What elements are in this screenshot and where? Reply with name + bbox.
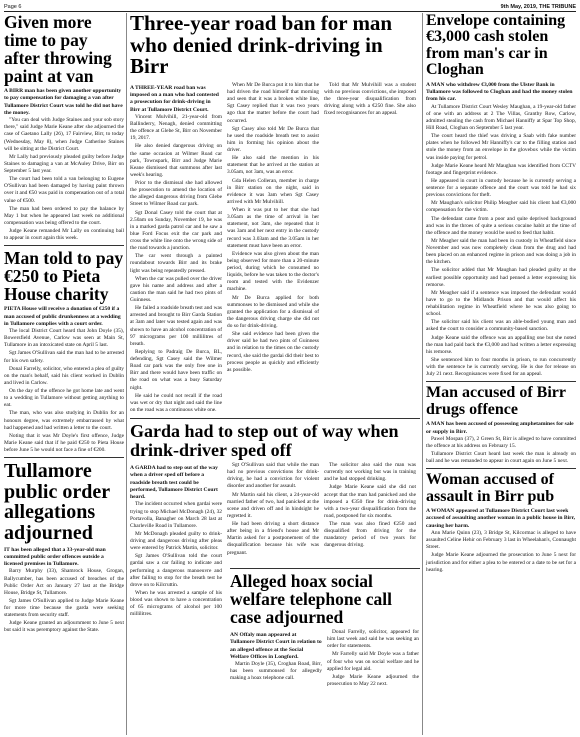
story-body	[426, 104, 576, 379]
story-public-order	[4, 461, 124, 634]
paragraph: Judge Keane said the offence was an appalling one but she noted the man had paid back the €3,000 and had written a letter expressing his remorse.	[426, 334, 576, 355]
paragraph: He failed a roadside breath test and was arrested and brought to Birr Garda Station at 3am and later was tested again and was shown to have an alcohol concentration of 97 micrograms per 100 millilitres of breath.	[130, 305, 222, 347]
paragraph: Mr Farrelly said Mr Doyle was a father of four who was on social welfare and he applied for legal aid.	[327, 651, 419, 672]
paragraph: Judge Keane remanded Mr Lally on continuing bail to appear in court again this week.	[4, 228, 124, 242]
paragraph: Barry Murphy (33), Shamrock House, Grogan, Ballycumber, has been accused of breaches of the Public Order Act on January 27 last at the Bridge House, Bridge St, Tullamore.	[4, 568, 124, 596]
paragraph: The defendant came from a poor and quite deprived background and was in the throes of quite a serious cocaine habit at the time of the offence and the money would be used to feed that habit.	[426, 215, 576, 236]
paragraph: Sgt Donal Casey told the court that at 2.50am on Sunday, November 19, he was in a marked garda patrol car and he saw a blue Ford Focus exit the car park and cross the white line onto the wrong side of the road towards a junction.	[130, 209, 222, 252]
paragraph: He also denied dangerous driving on the same occasion at Wilmer Road car park, Townspark, Birr and Judge Marie Keane dismissed that summons after last week's hearing.	[130, 143, 222, 178]
lead-paragraph: IT has been alleged that a 33-year-old man committed public order offences outside a licensed premises in Tullamore.	[4, 546, 106, 568]
paragraph: Told that Mr Mulvihill was a student with no previous convictions, she imposed the three-year disqualification from driving along with a €250 fine. She also fixed recognisances for an appeal.	[324, 81, 416, 117]
story-envelope-cash	[426, 13, 576, 378]
headline: Woman accused of assault in Birr pub	[426, 471, 555, 505]
main-story-area	[130, 13, 420, 418]
paragraph: Judge Marie Keane adjourned the prosecution to June 5 next for jurisdiction and for either a plea to be entered or a date to be set for a hearing.	[426, 552, 576, 573]
story-paint-van	[4, 13, 124, 242]
headline: Man told to pay €250 to Pieta House charity	[4, 248, 124, 305]
lead-paragraph: A THREE-YEAR road ban was imposed on a man who had contested a prosecution for drink-driving in Birr at Tullamore District Court.	[130, 84, 219, 113]
story-body	[4, 328, 124, 454]
paragraph: The court had been told a van belonging to Eugene O'Sullivan had been damaged by having paint thrown over it and €50 was paid in compensation out of a total value of €500.	[4, 176, 124, 204]
paragraph: Mr Meagher said the man had been in custody in Wheatfield since November and was now completely clean from the drug and had been placed on an enhanced regime in prison and was doing a job in the kitchen.	[426, 237, 576, 266]
paragraph: He said he could not recall if the road was wet or dry that night and said the line on the road was a continuous white one.	[130, 392, 222, 413]
paragraph: Donal Farrelly, solicitor, who entered a plea of guilty on the man's behalf, said his client worked in Dublin and lived in Carlow.	[4, 365, 124, 386]
left-column	[4, 13, 124, 735]
paragraph: Sgt James O'Sullivan told the court gardai saw a car failing to indicate and performing a dangerous manoeuvre and after failing to stop for the breath test he drove on to Kilcruttin.	[130, 553, 222, 588]
paragraph: When the car was pulled over the driver gave his name and address and after a caution the man said he had two pints of Guinness.	[130, 275, 222, 304]
paragraph: The solicitor said his client was an able-bodied young man and asked the court to consider a community-based sanction.	[426, 319, 576, 333]
headline: Envelope containing €3,000 cash stolen from man's car in Cloghan	[426, 12, 566, 79]
paragraph: When Mr De Burca put it to him that he had driven the road himself that morning and seen that it was a broken white line, Sgt Casey replied that it was two years ago that the matter before the court had occurred.	[227, 81, 319, 124]
lead-paragraph: A MAN who withdrew €3,000 from the Ulster Bank in Tullamore was followed to Cloghan and had the money stolen from his car.	[426, 81, 573, 103]
paragraph: The man, who was also studying in Dublin for an honours degree, was extremely embarrassed by what had happened and had written a letter to the court.	[4, 410, 124, 431]
paragraph: Judge Marie Keane said she did not accept that the man had panicked and she imposed a €350 fine for drink-driving with a two-year disqualification from the road, postponed for six months.	[324, 484, 416, 519]
paragraph: When it was put to her that she had 3.05am as the time of arrival in her statement, not 3am, she repeated that it was 3am and her next entry in the custody record was 3.03am and the 3.05am in her statement must have been an error.	[227, 207, 319, 249]
paragraph: Mr Lally had previously pleaded guilty before Judge Staines to damaging a van at McAuley Drive, Birr on September 5 last year.	[4, 153, 124, 174]
paragraph: The solicitor also said the man was currently not working but was in training and he had stopped drinking.	[324, 462, 416, 483]
paragraph: Ann Marie Quinn (23), 3 Bridge St, Kilcormac is alleged to have assaulted Celine Hehir on February 3 last in Wheelahan's, Connaught Street.	[426, 530, 576, 551]
story-body-col2	[227, 82, 319, 415]
paragraph: Sgt O'Sullivan said that while the man had no previous convictions for drink-driving, he had a conviction for violent disorder and another for assault.	[227, 462, 319, 490]
story-body-col2	[327, 629, 419, 689]
paragraph: Pawel Mospan (37), 2 Green St, Birr is alleged to have committed the offence at his address on February 15.	[426, 435, 576, 449]
story-body	[426, 530, 576, 574]
paragraph: He also said the mention in his statement that he arrived at the station at 3.05am, not 3am, was an error.	[227, 155, 319, 176]
paragraph: Tullamore District Court heard last week the man is already on bail and he was remanded to appear in court again on June 5 next.	[426, 451, 576, 465]
headline: Given more time to pay after throwing paint at van	[4, 12, 112, 87]
headline: Alleged hoax social welfare telephone call case adjourned	[230, 571, 392, 628]
paragraph: He had been driving a short distance after being in a friend's house and Mr Martin asked for a postponement of the disqualification because his wife was pregnant.	[227, 521, 319, 556]
paragraph: The incident occurred when gardai were trying to stop Michael McDonagh (24), 32 Portavolla, Banagher on March 28 last at Charleville Road in Tullamore.	[130, 501, 222, 529]
paragraph: Vincent Mulvihill, 21-year-old from Ballinderry, Nenagh, denied committing the offence at Glebe St, Birr on November 19, 2017.	[130, 113, 222, 142]
story-pieta-house	[4, 249, 124, 454]
paragraph: When he was arrested a sample of his blood was shown to have a concentration of 65 micrograms of alcohol per 100 millilitres.	[130, 589, 222, 618]
page-number: Page 6	[4, 3, 22, 10]
lead-paragraph: AN Offaly man appeared at Tullamore District Court in relation to an alleged offence at the Social Welfare Offices in Longford.	[230, 632, 322, 660]
paragraph: Noting that it was Mr Doyle's first offence, Judge Marie Keane said that if he paid €250 to Pieta House before June 5 he would not face a fine of €200.	[4, 432, 124, 454]
paragraph: The car went through a painted roundabout towards Birr and its brake light was being repeatedly pressed.	[130, 253, 222, 274]
paragraph: Mr Meagher said if a sentence was imposed the defendant would have to go to the Midlands Prison and that would affect his rehabilitation regime in Wheatfield where he was also going to school.	[426, 289, 576, 318]
paragraph: Sgt James O'Sullivan said the man had to be arrested for his own safety.	[4, 350, 124, 364]
lead-paragraph: PIETA House will receive a donation of €250 if a man accused of public drunkenness at a wedding in Tullamore complies with a court order.	[4, 306, 121, 327]
paragraph: Mr McDonagh pleaded guilty to drink-driving and dangerous driving after pleas were entered by Patrick Martin, solicitor.	[130, 530, 222, 552]
paragraph: Judge Marie Keane heard Mr Maughan was identified from CCTV footage and fingerprint evidence.	[426, 162, 576, 176]
story-body-col1	[130, 114, 222, 414]
paragraph: Martin Doyle (35), Croghan Road, Birr, has been summonsed for allegedly making a hoax telephone call.	[230, 661, 322, 682]
paragraph: The man was also fined €250 and disqualified from driving for the mandatory period of two years for dangerous driving.	[324, 521, 416, 549]
lead-paragraph: A GARDA had to step out of the way when a driver sped off before a roadside breath test could be performed, Tullamore District Court heard.	[130, 465, 218, 501]
story-assault	[426, 472, 576, 573]
paragraph: "You can deal with Judge Staines and your sob story there," said Judge Marie Keane after she adjourned the case of Gaetano Lally (26), 17 Fairview, Birr, to today (Wednesday, May 8), when Judge Catherine Staines will be sitting at the District Court.	[4, 117, 124, 152]
paragraph: Mr De Burca applied for both summonses to be dismissed and while she granted the application for a dismissal of the dangerous driving charge she did not do so for drink-driving.	[227, 294, 319, 329]
paragraph: At Tullamore District Court Wesley Maughan, a 19-year-old father of one with an address at 2 The Villas, Grantby Row, Carlow, admitted stealing the cash from Michael Hanniffy at Spar Top Shop, Hill Road, Cloghan on September 5 last year.	[426, 103, 576, 132]
paragraph: On the day of the offence he got home late and went to a wedding in Tullamore without getting anything to eat.	[4, 388, 124, 409]
story-body	[4, 117, 124, 242]
story-body-col1	[130, 501, 222, 618]
headline: Tullamore public order allegations adjourned	[4, 460, 110, 544]
paragraph: Judge Marie Keane adjourned the prosecution to May 22 next.	[327, 673, 419, 687]
main-headline: Three-year road ban for man who denied drink-driving in Birr	[130, 11, 393, 79]
paragraph: Donal Farrelly, solicitor, appeared for him last week and said he was seeking an order for statements.	[327, 629, 419, 650]
paragraph: Replying to Padraig De Burca, BL, defending, Sgt Casey said the Wilmer Road car park was the only free one in Birr and there would have been traffic on the road on what was a busy Saturday night.	[130, 348, 222, 391]
lead-paragraph: A BIRR man has been given another opportunity to pay compensation for damaging a van after Tullamore District Court was told he did not have the money.	[4, 88, 123, 116]
paragraph: He appeared in court in custody because he is currently serving a sentence for a separate offence and the court was told he had six previous convictions for theft.	[426, 177, 576, 199]
paragraph: Prior to the dismissal she had allowed the prosecution to amend the location of the alleged dangerous driving from Glebe Street to Wilmer Road car park.	[130, 180, 222, 208]
paragraph: Gda Helen Colleran, member in charge in Birr station on the night, said in evidence it was 3am when Sgt Casey arrived with Mr Mulvihill.	[227, 177, 319, 205]
paragraph: She said evidence had been given the driver said he had two pints of Guinness and in relation to the times on the custody record, she said the gardai did their best to process people as quickly and efficiently as possible.	[227, 331, 319, 373]
paragraph: The local District Court heard that John Doyle (35), Bowersfield Avenue, Carlow was seen at Main St, Tullamore in an intoxicated state on April 5 last.	[4, 328, 124, 349]
paragraph: The solicitor added that Mr Maughan had pleaded guilty at the earliest possible opportunity and had penned a letter expressing his remorse.	[426, 267, 576, 288]
story-body	[4, 568, 124, 634]
paragraph: Sgt James O'Sullivan applied to Judge Marie Keane for more time because the garda were seeking statements from security staff.	[4, 597, 124, 619]
headline: Garda had to step out of way when drink-driver sped off	[130, 421, 399, 460]
paragraph: Judge Keane granted an adjournment to June 5 next but said it was peremptory against the State.	[4, 620, 124, 634]
hoax-story	[230, 568, 420, 735]
story-body-col1	[230, 661, 322, 682]
lead-paragraph: A WOMAN appeared at Tullamore District Court last week accused of assaulting another woman in a public house in Birr, causing her harm.	[426, 508, 576, 529]
paragraph: Evidence was also given about the man being observed for more than a 20-minute period, during which he consumed no liquids, before he was taken to the doctor's room and tested with the Evidenzer machine.	[227, 250, 319, 293]
paragraph: The court heard the thief was driving a Saab with fake number plates when he followed Mr Hanniffy's car to the filling station and stole the money from an envelope in the glovebox while the victim was inside paying for petrol.	[426, 133, 576, 161]
story-body-col3	[324, 82, 416, 415]
paragraph: Mr Maughan's solicitor Philip Meagher said his client had €3,000 compensation for the victim.	[426, 200, 576, 214]
right-column	[426, 13, 576, 735]
story-drugs	[426, 385, 576, 465]
lead-paragraph: A MAN has been accused of possessing amphetamines for sale or supply in Birr.	[426, 421, 574, 435]
story-body	[426, 436, 576, 466]
headline: Man accused of Birr drugs offence	[426, 384, 566, 418]
paragraph: She sentenced him to four months in prison, to run concurrently with the sentence he is currently serving. He is due for release on July 21 next. Recognisances were fixed for an appeal.	[426, 356, 576, 378]
issue-date: 9th May, 2019, THE TRIBUNE	[500, 3, 576, 10]
paragraph: Sgt Casey also told Mr De Burca that he used the roadside breath test to assist him in forming his opinion about the driver.	[227, 125, 319, 153]
paragraph: Mr Martin said his client, a 24-year-old married father of two, had panicked at the scene and driven off and in hindsight he regretted it.	[227, 491, 319, 519]
paragraph: The man had been ordered to pay the balance by May 1 but when he appeared last week no additional compensation was being offered to the court.	[4, 205, 124, 226]
